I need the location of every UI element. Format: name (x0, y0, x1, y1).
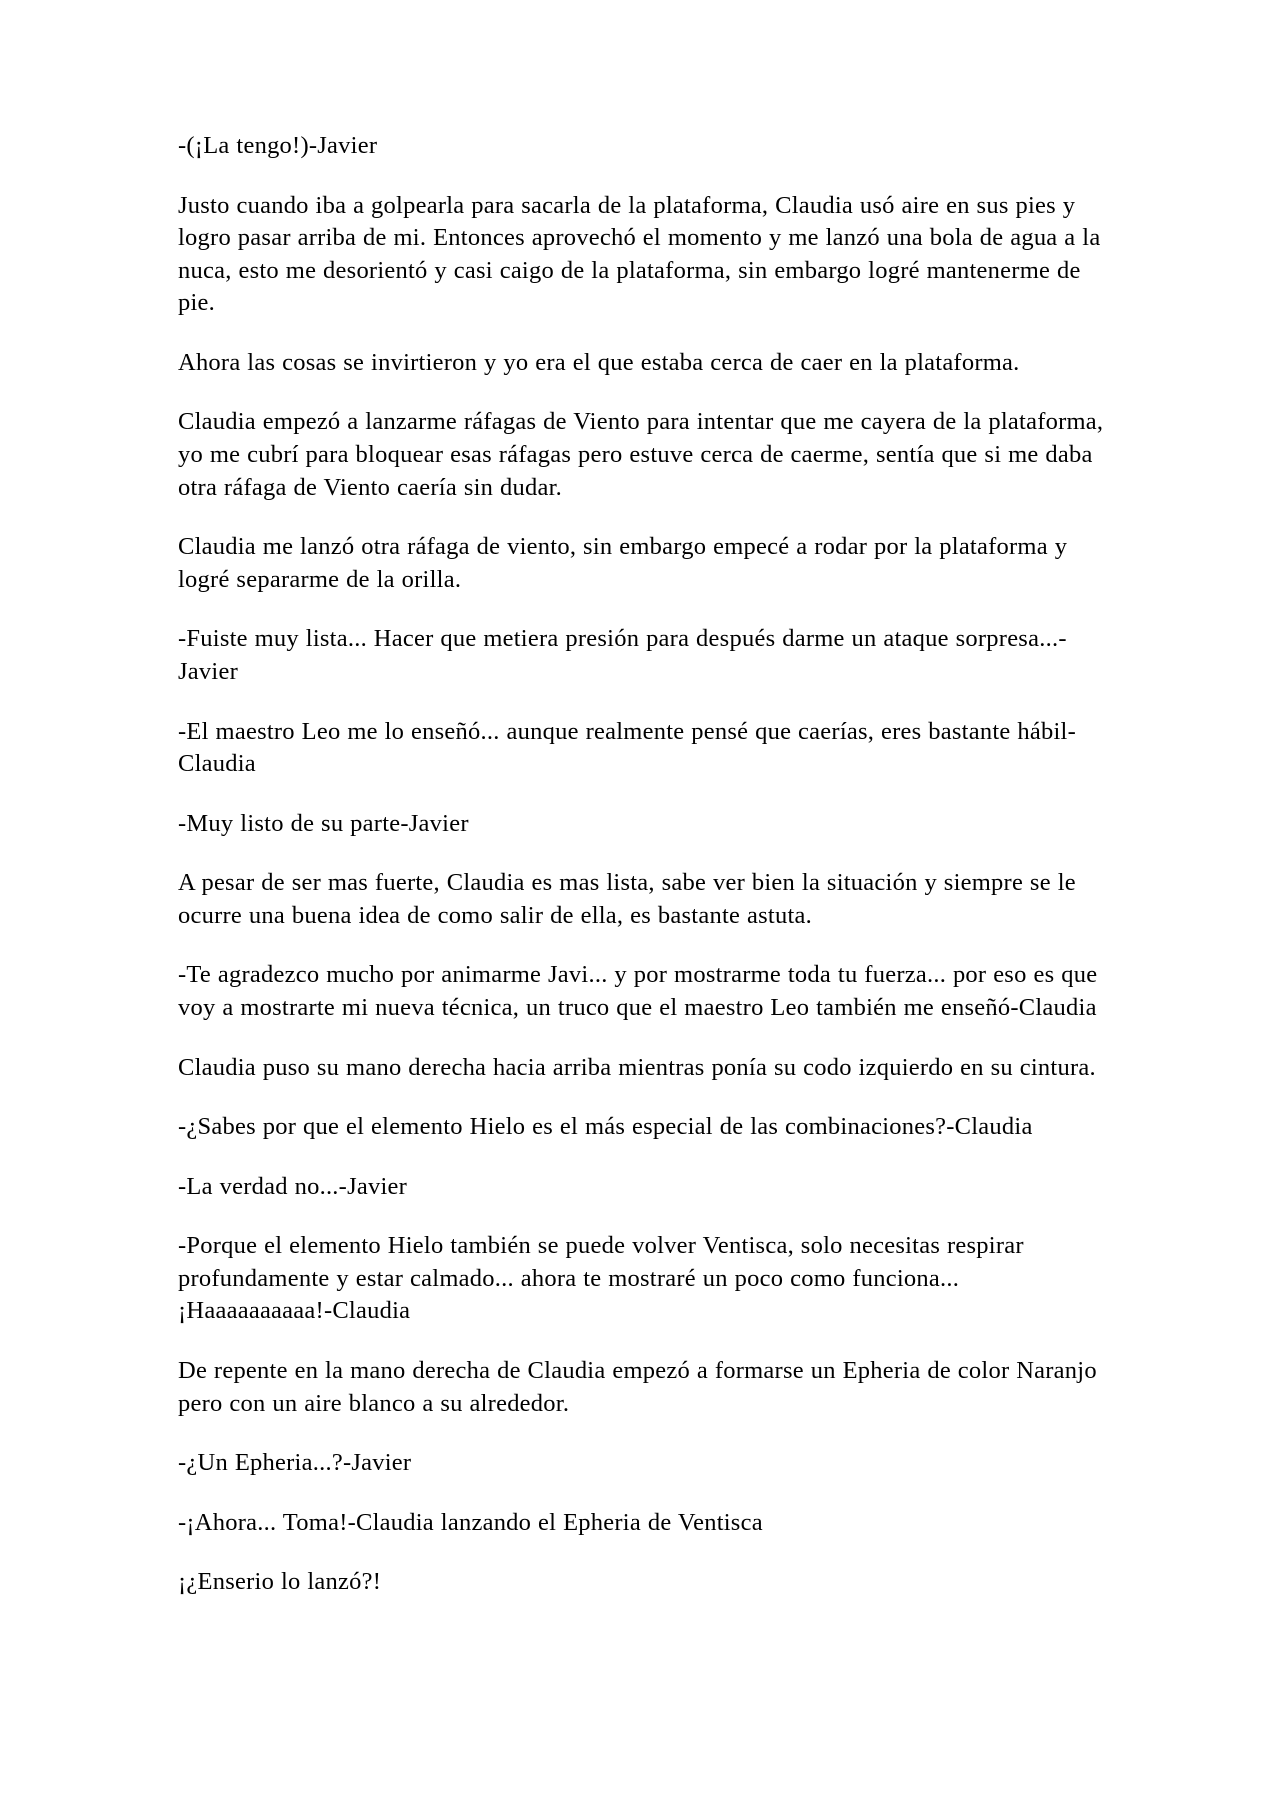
paragraph: ¡¿Enserio lo lanzó?! (178, 1568, 382, 1596)
paragraph: A pesar de ser mas fuerte, Claudia es mas lista, sabe ver bien la situación y siempre se le ocurre una buena idea de como salir de ella, es bastante astuta. (178, 869, 1076, 929)
paragraph: -Fuiste muy lista... Hacer que metiera presión para después darme un ataque sorpresa...-Javier (178, 625, 1067, 685)
paragraph: -El maestro Leo me lo enseñó... aunque realmente pensé que caerías, eres bastante hábil-Claudia (178, 717, 1076, 778)
paragraph: -Muy listo de su parte-Javier (178, 809, 469, 837)
paragraph: -¡Ahora... Toma!-Claudia lanzando el Epheria de Ventisca (178, 1508, 763, 1536)
paragraph: Justo cuando iba a golpearla para sacarla de la plataforma, Claudia usó aire en sus pies y logro pasar arriba de mi. Entonces aprovechó el momento y me lanzó una bola de agua a la nuca, esto me desorientó y casi caigo de la plataforma, sin embargo logré mantenerme de pie. (178, 191, 1101, 317)
paragraph: -Porque el elemento Hielo también se puede volver Ventisca, solo necesitas respirar profundamente y estar calmado... ahora te mostraré un poco como funciona... ¡Haaaaaaaaaa!-Claudia (178, 1232, 1024, 1325)
paragraph: -Te agradezco mucho por animarme Javi... y por mostrarme toda tu fuerza... por eso es que voy a mostrarte mi nueva técnica, un truco que el maestro Leo también me enseñó-Claudia (178, 961, 1098, 1021)
paragraph: Claudia me lanzó otra ráfaga de viento, sin embargo empecé a rodar por la plataforma y logré separarme de la orilla. (178, 533, 1068, 593)
paragraph: De repente en la mano derecha de Claudia empezó a formarse un Epheria de color Naranjo pero con un aire blanco a su alrededor. (178, 1357, 1097, 1417)
paragraph: -La verdad no...-Javier (178, 1172, 408, 1200)
paragraph: Ahora las cosas se invirtieron y yo era el que estaba cerca de caer en la plataforma. (178, 348, 1020, 376)
paragraph: Claudia empezó a lanzarme ráfagas de Viento para intentar que me cayera de la plataforma, yo me cubrí para bloquear esas ráfagas pero estuve cerca de caerme, sentía que si me daba otra ráfaga de Viento caería sin dudar. (178, 408, 1104, 501)
paragraph: -(¡La tengo!)-Javier (178, 132, 378, 159)
paragraph: -¿Sabes por que el elemento Hielo es el más especial de las combinaciones?-Claudia (178, 1113, 1033, 1141)
paragraph: -¿Un Epheria...?-Javier (178, 1449, 412, 1477)
document-body (178, 130, 1108, 1599)
paragraph: Claudia puso su mano derecha hacia arriba mientras ponía su codo izquierdo en su cintura. (178, 1053, 1096, 1081)
